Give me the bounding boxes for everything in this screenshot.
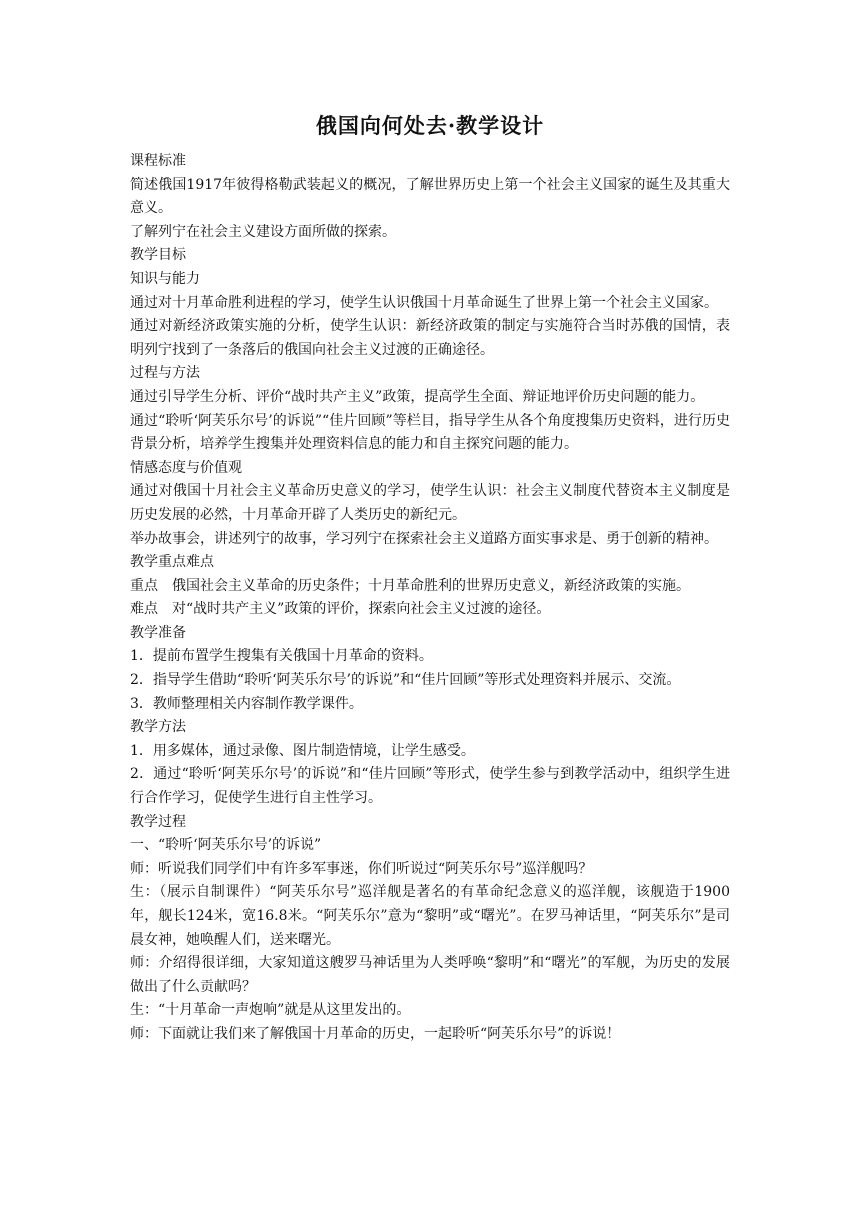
paragraph: 通过对新经济政策实施的分析，使学生认识：新经济政策的制定与实施符合当时苏俄的国情，表明列宁找到了一条落后的俄国向社会主义过渡的正确途径。: [130, 318, 730, 358]
dialogue-line: 生：“十月革命一声炮响”就是从这里发出的。: [130, 1002, 411, 1019]
list-item: 1．用多媒体，通过录像、图片制造情境，让学生感受。: [130, 742, 475, 759]
section-heading-course-standard: 课程标准: [130, 153, 186, 169]
dialogue-line: 生：（展示自制课件）“阿芙乐尔号”巡洋舰是著名的有革命纪念意义的巡洋舰，该舰造于1900年，舰长124米，宽16.8米。“阿芙乐尔”意为“黎明”或“曙光”。在罗马神话里，“阿芙乐尔”是司晨女神，她唤醒人们，送来曙光。: [130, 884, 730, 948]
key-point-line: 重点 俄国社会主义革命的历史条件；十月革命胜利的世界历史意义，新经济政策的实施。: [130, 577, 690, 594]
list-item: 2．指导学生借助“聆听‘阿芙乐尔号’的诉说”和“佳片回顾”等形式处理资料并展示、交流。: [130, 672, 681, 689]
document-title: 俄国向何处去·教学设计: [315, 113, 545, 138]
paragraph: 了解列宁在社会主义建设方面所做的探索。: [130, 223, 396, 240]
paragraph: 举办故事会，讲述列宁的故事，学习列宁在探索社会主义道路方面实事求是、勇于创新的精神。: [130, 530, 718, 547]
list-item: 1．提前布置学生搜集有关俄国十月革命的资料。: [130, 648, 433, 665]
section-heading-process: 教学过程: [130, 813, 186, 830]
section-heading-methods: 教学方法: [130, 719, 186, 736]
paragraph: 通过“聆听‘阿芙乐尔号’的诉说”“佳片回顾”等栏目，指导学生从各个角度搜集历史资料，进行历史背景分析，培养学生搜集并处理资料信息的能力和自主探究问题的能力。: [130, 412, 730, 453]
document-body: [130, 150, 730, 1047]
paragraph: 简述俄国1917年彼得格勒武装起义的概况，了解世界历史上第一个社会主义国家的诞生及其重大意义。: [130, 176, 730, 217]
subheading-process-method: 过程与方法: [130, 365, 200, 382]
list-item: 3．教师整理相关内容制作教学课件。: [130, 695, 363, 712]
section-heading-key-points: 教学重点难点: [130, 554, 214, 571]
paragraph: 通过引导学生分析、评价“战时共产主义”政策，提高学生全面、辩证地评价历史问题的能力。: [130, 388, 705, 405]
subheading-emotion-values: 情感态度与价值观: [130, 459, 242, 476]
paragraph: 通过对十月革命胜利进程的学习，使学生认识俄国十月革命诞生了世界上第一个社会主义国家。: [130, 294, 718, 311]
subheading-part-one: 一、“聆听‘阿芙乐尔号’的诉说”: [130, 837, 322, 854]
difficulty-line: 难点 对“战时共产主义”政策的评价，探索向社会主义过渡的途径。: [130, 601, 551, 618]
dialogue-line: 师：听说我们同学们中有许多军事迷，你们听说过“阿芙乐尔号”巡洋舰吗？: [130, 860, 593, 877]
subheading-knowledge-ability: 知识与能力: [130, 270, 200, 287]
section-heading-preparation: 教学准备: [130, 624, 186, 641]
dialogue-line: 师：下面就让我们来了解俄国十月革命的历史，一起聆听“阿芙乐尔号”的诉说！: [130, 1025, 621, 1042]
list-item: 2．通过“聆听‘阿芙乐尔号’的诉说”和“佳片回顾”等形式，使学生参与到教学活动中，组织学生进行合作学习，促使学生进行自主性学习。: [130, 766, 730, 807]
section-heading-teaching-goals: 教学目标: [130, 247, 186, 264]
paragraph: 通过对俄国十月社会主义革命历史意义的学习，使学生认识：社会主义制度代替资本主义制度是历史发展的必然，十月革命开辟了人类历史的新纪元。: [130, 483, 730, 523]
dialogue-line: 师：介绍得很详细，大家知道这艘罗马神话里为人类呼唤“黎明”和“曙光”的军舰，为历史的发展做出了什么贡献吗？: [130, 955, 730, 995]
document-page: [130, 108, 730, 1047]
